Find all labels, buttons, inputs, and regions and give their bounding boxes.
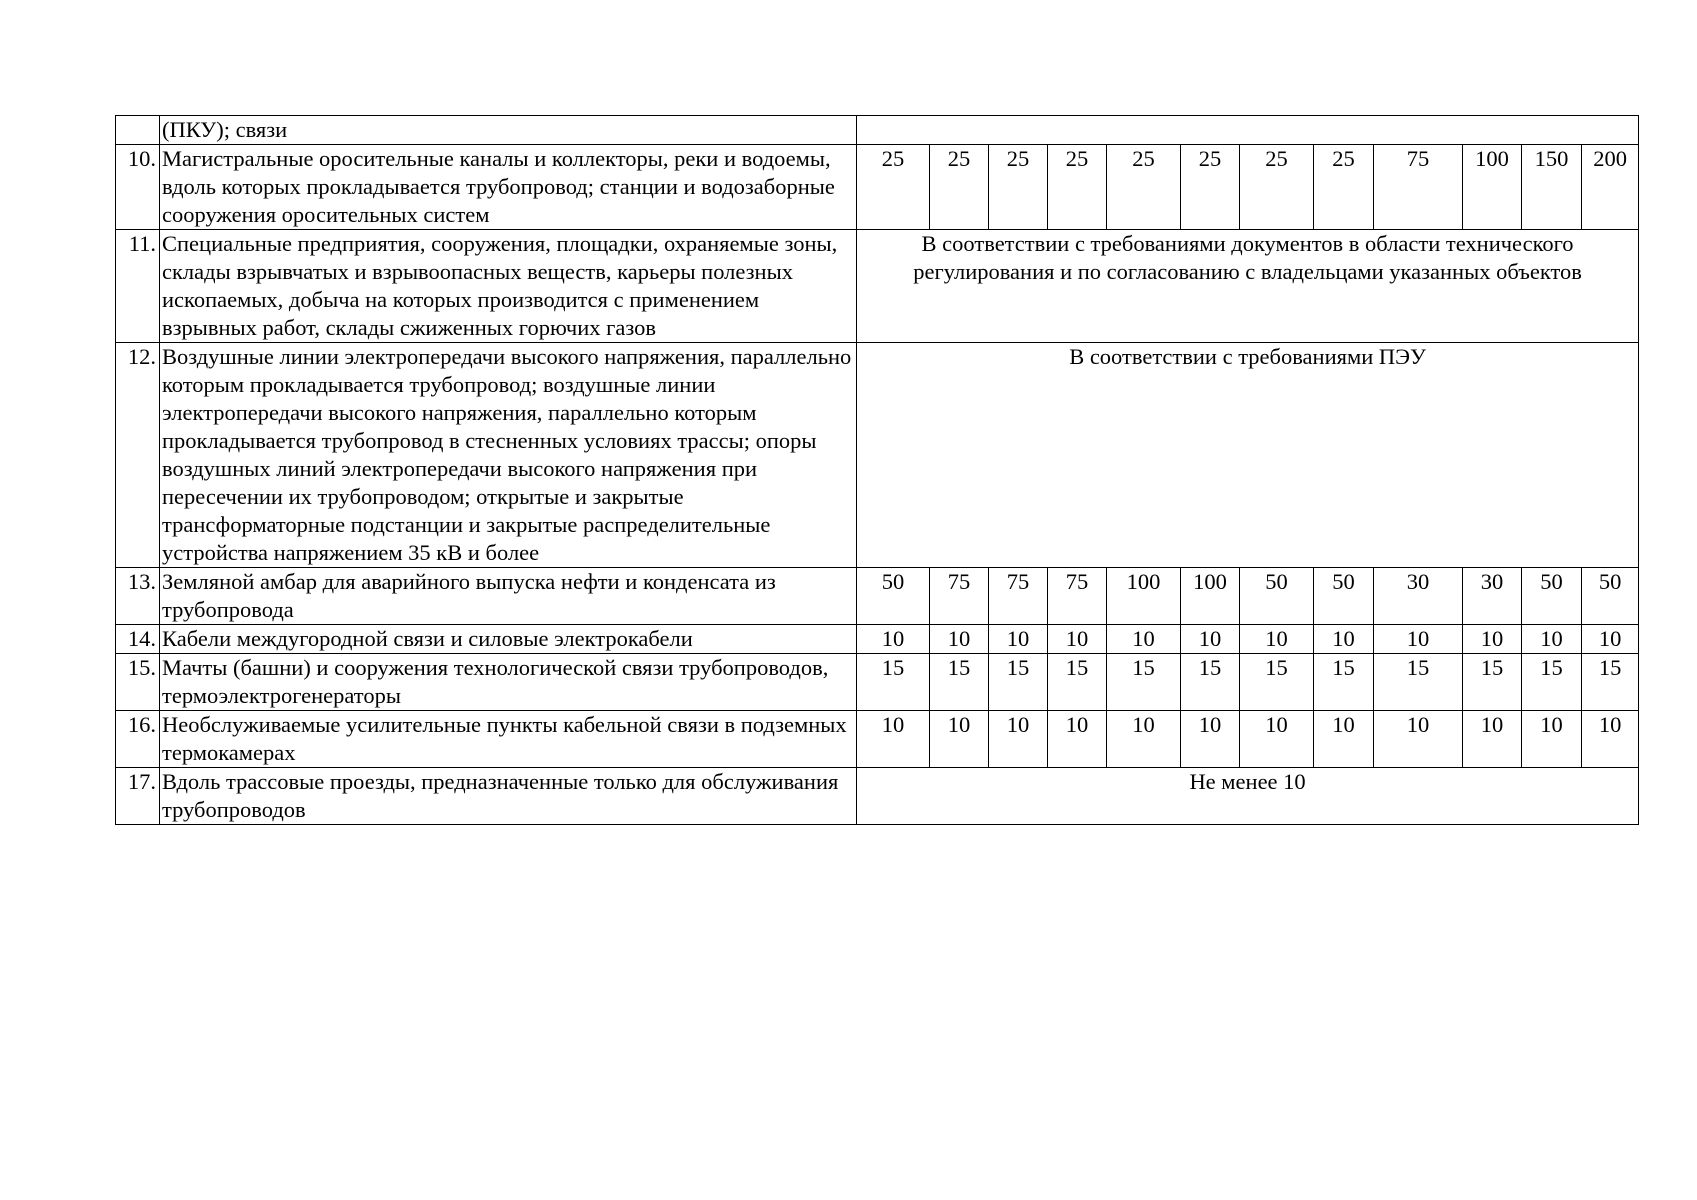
distance-value-cell: 100 bbox=[1107, 568, 1181, 625]
distance-value-cell: 15 bbox=[1048, 654, 1107, 711]
distance-value-cell: 75 bbox=[989, 568, 1048, 625]
table-row bbox=[116, 343, 1639, 568]
distance-value-cell: 10 bbox=[1240, 711, 1314, 768]
distance-value-cell: 10 bbox=[1048, 625, 1107, 654]
distance-value-cell: 15 bbox=[1107, 654, 1181, 711]
distance-value-cell: 10 bbox=[1048, 711, 1107, 768]
distance-value-cell: 50 bbox=[1522, 568, 1582, 625]
table-row bbox=[116, 768, 1639, 825]
object-description: Вдоль трассовые проезды, предназначенные только для обслуживания трубопроводов bbox=[160, 768, 857, 825]
distance-value-cell: 15 bbox=[1374, 654, 1463, 711]
table-row bbox=[116, 145, 1639, 230]
object-description: Воздушные линии электропередачи высокого напряжения, параллельно которым прокладывается трубопровод; воздушные линии электропередачи высокого напряжения, параллельно которым прокладывается трубопровод в стесненных условиях трассы; опоры воздушных линий электропередачи высокого напряжения при пересечении их трубопроводом; открытые и закрытые трансформаторные подстанции и закрытые распределительные устройства напряжением 35 кВ и более bbox=[160, 343, 857, 568]
table-row bbox=[116, 654, 1639, 711]
distance-value-cell: 10 bbox=[1314, 711, 1374, 768]
row-number: 10. bbox=[116, 145, 160, 230]
distance-value-cell: 75 bbox=[1048, 568, 1107, 625]
merged-requirement-cell: Не менее 10 bbox=[857, 768, 1639, 825]
distance-value-cell: 25 bbox=[1048, 145, 1107, 230]
distance-value-cell: 50 bbox=[1314, 568, 1374, 625]
table-row bbox=[116, 625, 1639, 654]
row-number: 11. bbox=[116, 230, 160, 343]
distance-value-cell: 50 bbox=[1240, 568, 1314, 625]
distance-value-cell: 75 bbox=[1374, 145, 1463, 230]
distance-value-cell: 30 bbox=[1374, 568, 1463, 625]
distance-value-cell: 15 bbox=[857, 654, 930, 711]
distance-value-cell: 15 bbox=[1463, 654, 1522, 711]
distance-value-cell: 15 bbox=[1522, 654, 1582, 711]
distance-requirements-table bbox=[115, 115, 1639, 825]
row-number: 17. bbox=[116, 768, 160, 825]
distance-value-cell: 10 bbox=[1181, 711, 1240, 768]
distance-value-cell: 10 bbox=[1181, 625, 1240, 654]
distance-value-cell: 10 bbox=[1107, 625, 1181, 654]
row-number: 14. bbox=[116, 625, 160, 654]
distance-value-cell: 10 bbox=[1463, 625, 1522, 654]
distance-value-cell: 10 bbox=[1582, 625, 1639, 654]
distance-value-cell: 25 bbox=[1314, 145, 1374, 230]
distance-value-cell: 200 bbox=[1582, 145, 1639, 230]
distance-value-cell: 10 bbox=[1522, 711, 1582, 768]
distance-value-cell: 10 bbox=[857, 625, 930, 654]
distance-value-cell: 100 bbox=[1463, 145, 1522, 230]
distance-value-cell: 75 bbox=[930, 568, 989, 625]
table-row bbox=[116, 116, 1639, 145]
distance-value-cell: 15 bbox=[930, 654, 989, 711]
row-number bbox=[116, 116, 160, 145]
distance-value-cell: 15 bbox=[1240, 654, 1314, 711]
object-description: Магистральные оросительные каналы и коллекторы, реки и водоемы, вдоль которых прокладывается трубопровод; станции и водозаборные сооружения оросительных систем bbox=[160, 145, 857, 230]
table-row bbox=[116, 568, 1639, 625]
distance-value-cell: 10 bbox=[857, 711, 930, 768]
distance-value-cell: 150 bbox=[1522, 145, 1582, 230]
distance-value-cell: 10 bbox=[1107, 711, 1181, 768]
distance-value-cell: 15 bbox=[1582, 654, 1639, 711]
distance-value-cell: 25 bbox=[930, 145, 989, 230]
distance-value-cell: 10 bbox=[1240, 625, 1314, 654]
distance-value-cell: 10 bbox=[1582, 711, 1639, 768]
row-number: 12. bbox=[116, 343, 160, 568]
distance-value-cell: 100 bbox=[1181, 568, 1240, 625]
distance-value-cell: 10 bbox=[1374, 711, 1463, 768]
distance-value-cell: 10 bbox=[1522, 625, 1582, 654]
distance-value-cell: 25 bbox=[1181, 145, 1240, 230]
distance-value-cell: 15 bbox=[1181, 654, 1240, 711]
distance-value-cell: 50 bbox=[1582, 568, 1639, 625]
row-number: 15. bbox=[116, 654, 160, 711]
merged-requirement-cell: В соответствии с требованиями документов в области технического регулирования и по согласованию с владельцами указанных объектов bbox=[857, 230, 1639, 343]
distance-value-cell: 25 bbox=[857, 145, 930, 230]
distance-value-cell: 10 bbox=[989, 625, 1048, 654]
table-row bbox=[116, 230, 1639, 343]
distance-value-cell: 30 bbox=[1463, 568, 1522, 625]
distance-value-cell: 10 bbox=[1463, 711, 1522, 768]
table-row bbox=[116, 711, 1639, 768]
object-description: Необслуживаемые усилительные пункты кабельной связи в подземных термокамерах bbox=[160, 711, 857, 768]
row-number: 13. bbox=[116, 568, 160, 625]
distance-value-cell: 50 bbox=[857, 568, 930, 625]
distance-value-cell: 10 bbox=[930, 625, 989, 654]
distance-value-cell: 25 bbox=[989, 145, 1048, 230]
distance-value-cell: 10 bbox=[989, 711, 1048, 768]
merged-requirement-cell: В соответствии с требованиями ПЭУ bbox=[857, 343, 1639, 568]
distance-value-cell: 10 bbox=[1374, 625, 1463, 654]
row-number: 16. bbox=[116, 711, 160, 768]
object-description: Кабели междугородной связи и силовые электрокабели bbox=[160, 625, 857, 654]
distance-value-cell: 10 bbox=[930, 711, 989, 768]
object-description: Специальные предприятия, сооружения, площадки, охраняемые зоны, склады взрывчатых и взрывоопасных веществ, карьеры полезных ископаемых, добыча на которых производится с применением взрывных работ, склады сжиженных горючих газов bbox=[160, 230, 857, 343]
object-description: Мачты (башни) и сооружения технологической связи трубопроводов, термоэлектрогенераторы bbox=[160, 654, 857, 711]
distance-value-cell: 25 bbox=[1240, 145, 1314, 230]
distance-value-cell: 25 bbox=[1107, 145, 1181, 230]
object-description: (ПКУ); связи bbox=[160, 116, 857, 145]
distance-value-cell: 15 bbox=[989, 654, 1048, 711]
object-description: Земляной амбар для аварийного выпуска нефти и конденсата из трубопровода bbox=[160, 568, 857, 625]
distance-value-cell: 15 bbox=[1314, 654, 1374, 711]
distance-value-cell: 10 bbox=[1314, 625, 1374, 654]
merged-requirement-cell bbox=[857, 116, 1639, 145]
